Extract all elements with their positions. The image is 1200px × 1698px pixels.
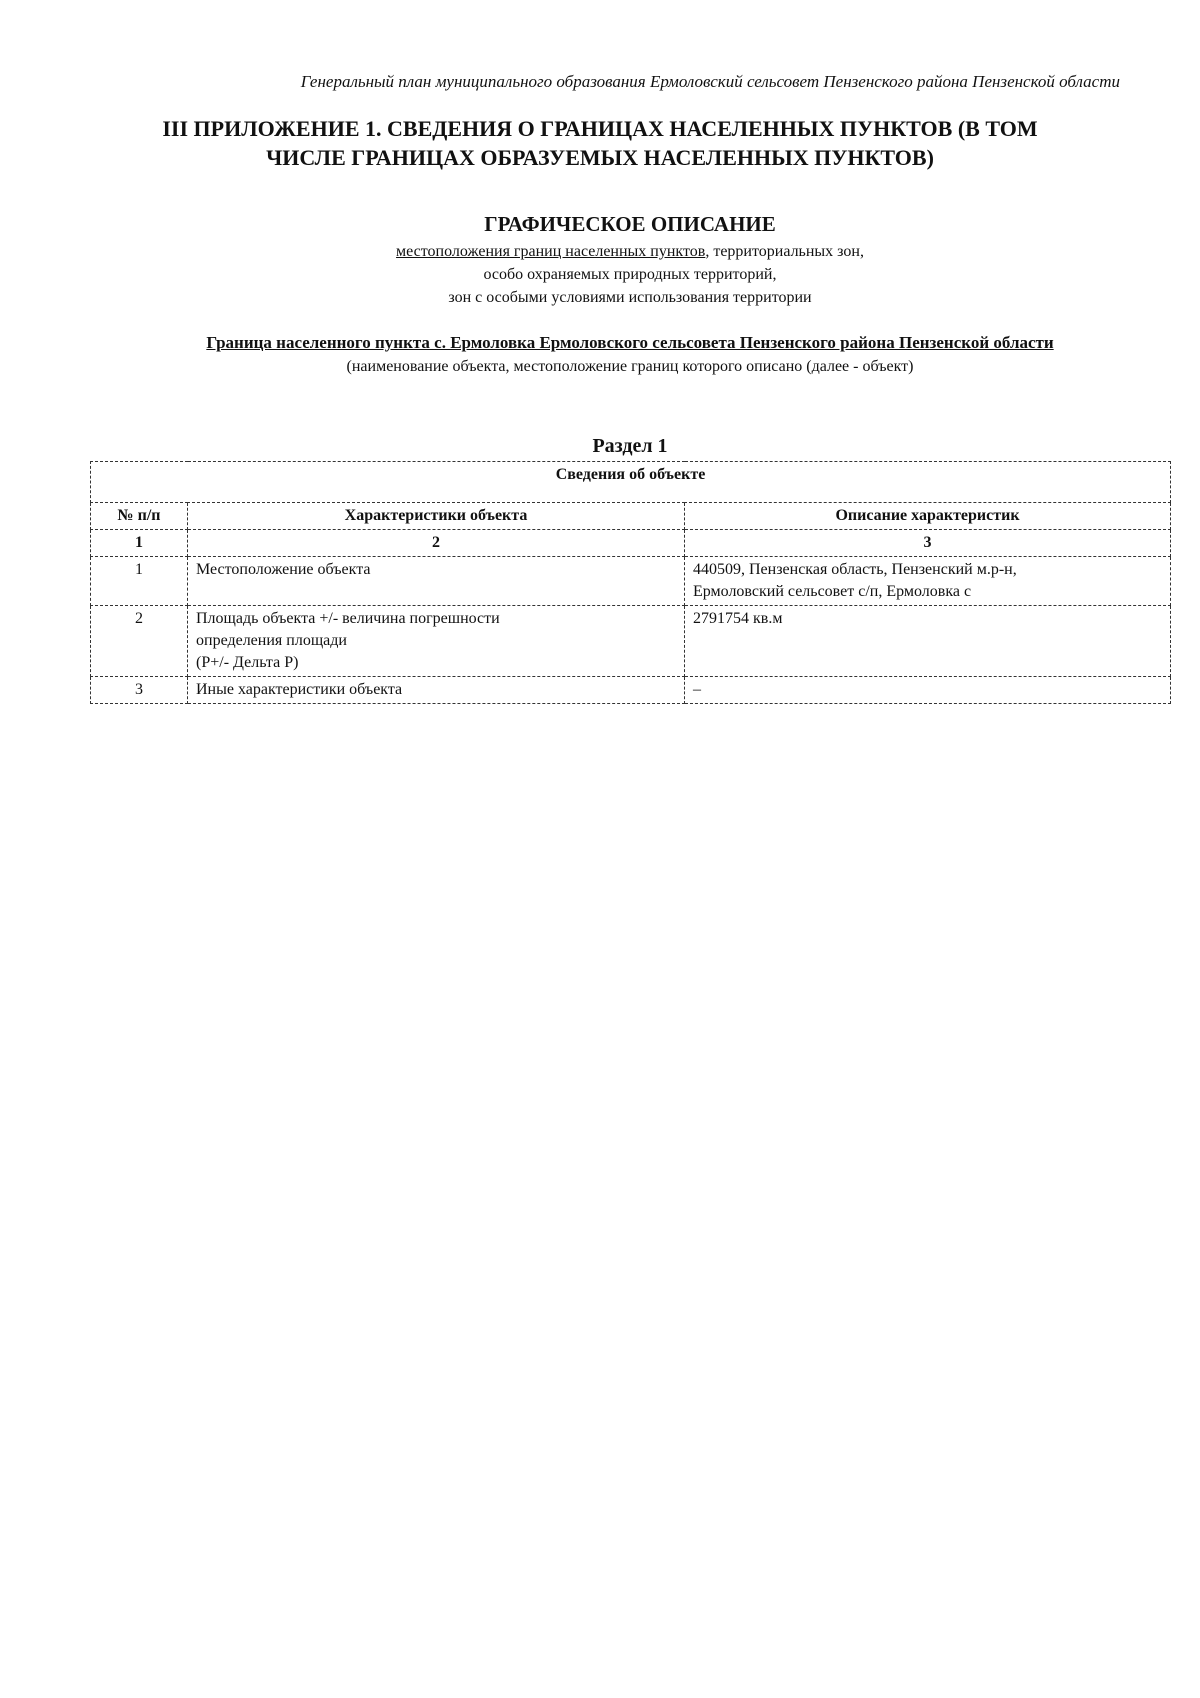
object-info-table (90, 461, 1171, 704)
column-number-2: 2 (188, 530, 685, 557)
row-description (685, 677, 1171, 704)
description-line: 440509, Пензенская область, Пензенский м.р-н, (693, 561, 1017, 578)
table-caption-row (91, 462, 1171, 503)
table-row (91, 677, 1171, 704)
description-line: 2791754 кв.м (693, 610, 783, 627)
column-header-description: Описание характеристик (685, 503, 1171, 530)
table-header-row (91, 503, 1171, 530)
characteristic-line: определения площади (196, 632, 347, 649)
row-number: 2 (91, 606, 188, 677)
row-characteristic (188, 677, 685, 704)
column-header-characteristic: Характеристики объекта (188, 503, 685, 530)
document-title-line-2: ЧИСЛЕ ГРАНИЦАХ ОБРАЗУЕМЫХ НАСЕЛЕННЫХ ПУНКТОВ) (266, 145, 934, 170)
subtitle-line-3: зон с особыми условиями использования территории (448, 289, 812, 306)
row-description (685, 606, 1171, 677)
document-title-line-1: III ПРИЛОЖЕНИЕ 1. СВЕДЕНИЯ О ГРАНИЦАХ НАСЕЛЕННЫХ ПУНКТОВ (В ТОМ (162, 116, 1038, 141)
running-header: Генеральный план муниципального образования Ермоловский сельсовет Пензенского района Пензенской области (300, 72, 1120, 91)
row-characteristic (188, 606, 685, 677)
characteristic-line: Иные характеристики объекта (196, 681, 403, 698)
section-title: Раздел 1 (592, 435, 668, 457)
table-column-number-row (91, 530, 1171, 557)
graphic-description-subtitle (90, 240, 1170, 309)
subtitle-line-1-underlined: местоположения границ населенных пунктов (396, 243, 706, 260)
table-row (91, 557, 1171, 606)
object-name: Граница населенного пункта с. Ермоловка Ермоловского сельсовета Пензенского района Пензенской области (206, 333, 1054, 352)
characteristic-line: (P+/- Дельта P) (196, 654, 299, 671)
table-caption: Сведения об объекте (91, 462, 1171, 503)
row-description (685, 557, 1171, 606)
column-number-1: 1 (91, 530, 188, 557)
characteristic-line: Местоположение объекта (196, 561, 371, 578)
object-caption: (наименование объекта, местоположение границ которого описано (далее - объект) (346, 358, 914, 375)
subtitle-line-1-rest: , территориальных зон, (705, 243, 864, 260)
subtitle-line-2: особо охраняемых природных территорий, (483, 266, 777, 283)
table-row (91, 606, 1171, 677)
description-line: Ермоловский сельсовет с/п, Ермоловка с (693, 583, 972, 600)
document-title (110, 114, 1090, 172)
row-number: 3 (91, 677, 188, 704)
graphic-description-title: ГРАФИЧЕСКОЕ ОПИСАНИЕ (484, 212, 776, 236)
column-number-3: 3 (685, 530, 1171, 557)
row-characteristic (188, 557, 685, 606)
row-number: 1 (91, 557, 188, 606)
subtitle-line-1 (90, 240, 1170, 263)
characteristic-line: Площадь объекта +/- величина погрешности (196, 610, 500, 627)
description-line: – (693, 681, 701, 698)
column-header-num: № п/п (91, 503, 188, 530)
